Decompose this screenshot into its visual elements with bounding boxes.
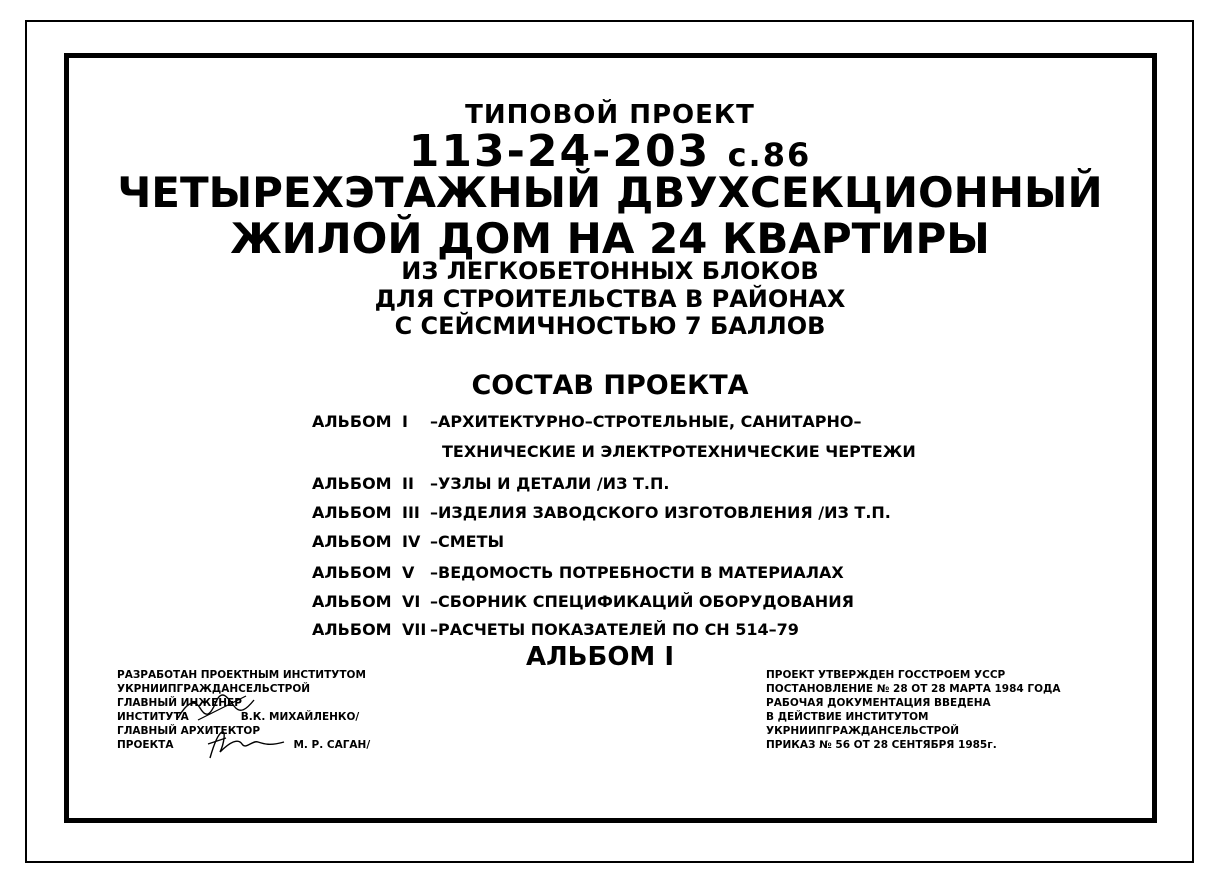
album-label: АЛЬБОМ (312, 532, 392, 551)
album-row (312, 503, 891, 522)
subtitle-line-2: ДЛЯ СТРОИТЕЛЬСТВА В РАЙОНАХ (374, 285, 846, 313)
album-description: –СМЕТЫ (430, 532, 505, 551)
signature-chief-architect (200, 728, 290, 762)
developer-line: УКРНИИПГРАЖДАНСЕЛЬСТРОЙ (117, 683, 311, 695)
album-description: –РАСЧЕТЫ ПОКАЗАТЕЛЕЙ ПО СН 514–79 (430, 620, 799, 639)
title-line-2: ЖИЛОЙ ДОМ НА 24 КВАРТИРЫ (230, 214, 990, 263)
album-number: I (402, 412, 408, 431)
album-row (312, 412, 862, 431)
album-number: III (402, 503, 420, 522)
current-album-title: АЛЬБОМ I (525, 642, 675, 672)
album-description: –АРХИТЕКТУРНО–СТРОТЕЛЬНЫЕ, САНИТАРНО– (430, 412, 862, 431)
project-type-label: ТИПОВОЙ ПРОЕКТ (465, 100, 755, 130)
approval-line: ПРОЕКТ УТВЕРЖДЕН ГОССТРОЕМ УССР (766, 669, 1006, 681)
developer-name: В.К. МИХАЙЛЕНКО/ (240, 711, 360, 723)
developer-line: ГЛАВНЫЙ ИНЖЕНЕР (117, 697, 242, 709)
album-number: V (402, 563, 415, 582)
approval-line: РАБОЧАЯ ДОКУМЕНТАЦИЯ ВВЕДЕНА (766, 697, 991, 709)
album-row (312, 474, 669, 493)
album-description: –ИЗДЕЛИЯ ЗАВОДСКОГО ИЗГОТОВЛЕНИЯ /ИЗ Т.П. (430, 503, 891, 522)
album-label: АЛЬБОМ (312, 563, 392, 582)
approval-block (766, 668, 1060, 752)
developer-role: ПРОЕКТА (117, 739, 174, 751)
subtitle-line-1: ИЗ ЛЕГКОБЕТОННЫХ БЛОКОВ (401, 257, 819, 285)
developer-role: ИНСТИТУТА (117, 711, 189, 723)
project-number-suffix: с.86 (727, 136, 812, 174)
album-row (312, 620, 799, 639)
album-row (312, 592, 854, 611)
developer-name: М. Р. САГАН/ (293, 739, 371, 751)
approval-line: ПРИКАЗ № 56 ОТ 28 СЕНТЯБРЯ 1985г. (766, 739, 997, 751)
album-row (312, 532, 504, 551)
album-label: АЛЬБОМ (312, 620, 392, 639)
approval-line: В ДЕЙСТВИЕ ИНСТИТУТОМ (766, 711, 929, 723)
album-description: –ВЕДОМОСТЬ ПОТРЕБНОСТИ В МАТЕРИАЛАХ (430, 563, 844, 582)
album-description: –СБОРНИК СПЕЦИФИКАЦИЙ ОБОРУДОВАНИЯ (430, 592, 854, 611)
developer-line: ГЛАВНЫЙ АРХИТЕКТОР (117, 725, 261, 737)
album-number: II (402, 474, 414, 493)
album-row (312, 563, 844, 582)
album-label: АЛЬБОМ (312, 474, 392, 493)
album-label: АЛЬБОМ (312, 592, 392, 611)
developer-line: РАЗРАБОТАН ПРОЕКТНЫМ ИНСТИТУТОМ (117, 669, 366, 681)
album-number: VI (402, 592, 421, 611)
approval-line: УКРНИИПГРАЖДАНСЕЛЬСТРОЙ (766, 725, 960, 737)
signature-chief-engineer (176, 694, 266, 724)
album-row-continuation: ТЕХНИЧЕСКИЕ И ЭЛЕКТРОТЕХНИЧЕСКИЕ ЧЕРТЕЖИ (442, 442, 916, 461)
composition-heading: СОСТАВ ПРОЕКТА (471, 370, 749, 401)
subtitle-line-3: С СЕЙСМИЧНОСТЬЮ 7 БАЛЛОВ (394, 312, 826, 340)
project-number-main: 113-24-203 (408, 126, 711, 177)
approval-line: ПОСТАНОВЛЕНИЕ № 28 ОТ 28 МАРТА 1984 ГОДА (766, 683, 1061, 695)
album-label: АЛЬБОМ (312, 412, 392, 431)
album-label: АЛЬБОМ (312, 503, 392, 522)
album-number: VII (402, 620, 427, 639)
album-description: –УЗЛЫ И ДЕТАЛИ /ИЗ Т.П. (430, 474, 670, 493)
title-line-1: ЧЕТЫРЕХЭТАЖНЫЙ ДВУХСЕКЦИОННЫЙ (117, 168, 1103, 217)
album-number: IV (402, 532, 421, 551)
